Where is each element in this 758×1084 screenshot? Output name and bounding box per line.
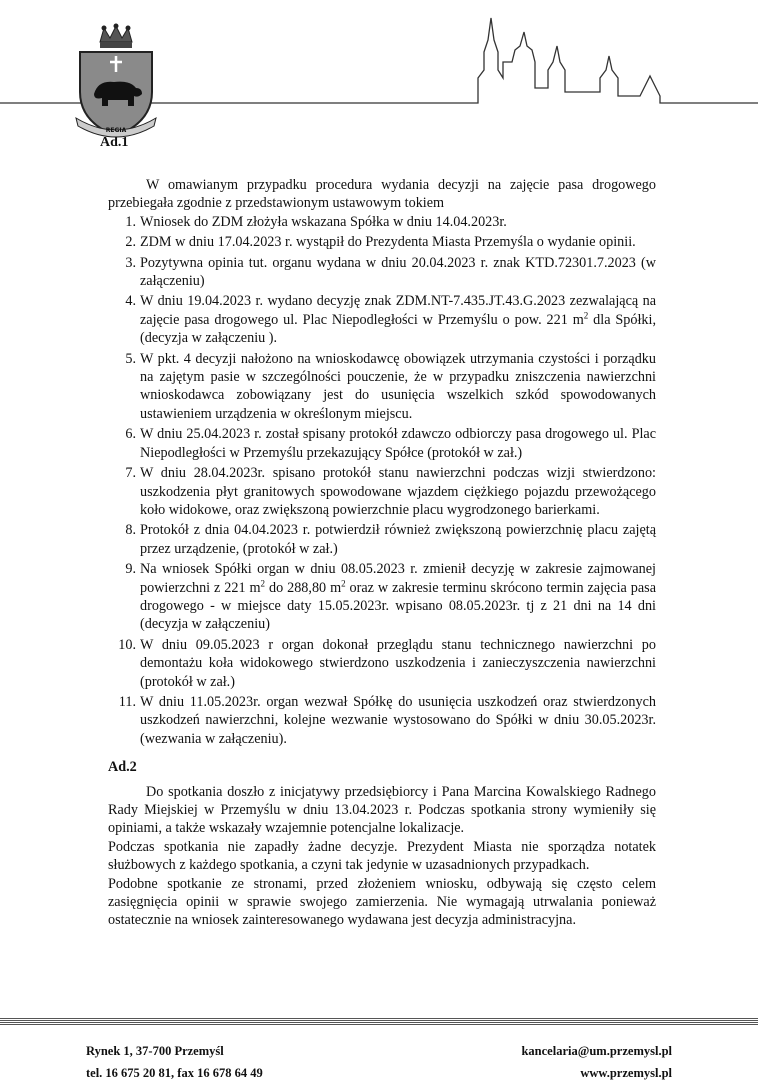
footer-contact-left: [86, 1040, 263, 1084]
footer-contact-right: [521, 1040, 672, 1084]
letterhead: [0, 0, 758, 160]
section-1-title: Ad.1: [100, 135, 129, 150]
letter-body: [108, 176, 656, 930]
list-item: 1. Wniosek do ZDM złożyła wskazana Spółka w dniu 14.04.2023r.: [125, 213, 507, 230]
list-item: 11. W dniu 11.05.2023r. organ wezwał Spółkę do usunięcia uszkodzeń oraz stwierdzonych uszkodzeń nawierzchni, kolejne wezwanie wystosowano do Spółki w dniu 30.05.2023r. (wezwania w załączeniu).: [118, 693, 656, 747]
section-2-title: Ad.2: [108, 759, 137, 776]
intro-paragraph: W omawianym przypadku procedura wydania decyzji na zajęcie pasa drogowego przebiegała zgodnie z przedstawionym ustawowym tokiem: [108, 177, 656, 212]
footer-website: www.przemysl.pl: [580, 1066, 672, 1080]
city-crest-icon: [72, 22, 160, 142]
section-2-paragraph-3: Podobne spotkanie ze stronami, przed złożeniem wniosku, odbywają się często celem zasięgnięcia opinii w sprawie swojego zamierzenia. Nie wymagają utrwalania ponieważ ostatecznie na wniosek zainteresowanego wydawana jest decyzja administracyjna.: [108, 875, 656, 929]
svg-text:REGIA: REGIA: [105, 127, 127, 134]
footer-address: Rynek 1, 37-700 Przemyśl: [86, 1044, 224, 1058]
list-item: 4. W dniu 19.04.2023 r. wydano decyzję znak ZDM.NT-7.435.JT.43.G.2023 zezwalającą na zajęcie pasa drogowego ul. Plac Niepodległości w Przemyślu o pow. 221 $m^2$ dla Spółki, (decyzja w załączeniu ).: [125, 293, 657, 347]
list-item: 3. Pozytywna opinia tut. organu wydana w dniu 20.04.2023 r. znak KTD.72301.7.2023 (w załączeniu): [125, 254, 656, 290]
footer-divider: [0, 1018, 758, 1026]
list-item: 9. Na wniosek Spółki organ w dniu 08.05.2023 r. zmienił decyzję w zakresie zajmowanej powierzchni z 221 $m^2$ do 288,80 $m^2$ oraz w zakresie terminu skrócono termin zajęcia pasa drogowego - w miejsce daty 15.05.2023r. wpisano 08.05.2023r. tj z 21 dni na 14 dni (decyzja w załączeniu): [125, 561, 656, 633]
section-2-paragraph-1: Do spotkania doszło z inicjatywy przedsiębiorcy i Pana Marcina Kowalskiego Radnego Rady Miejskiej w Przemyślu w dniu 13.04.2023 r. Podczas spotkania strony wymieniły się opiniami, a także wskazały wzajemnie potencjalne lokalizacje.: [108, 783, 656, 837]
section-2-paragraph-2: Podczas spotkania nie zapadły żadne decyzje. Prezydent Miasta nie sporządza notatek służbowych z każdego spotkania, a czyni tak jedynie w uzasadnionych przypadkach.: [108, 838, 656, 874]
list-item: 7. W dniu 28.04.2023r. spisano protokół stanu nawierzchni podczas wizji stwierdzono: uszkodzenia płyt granitowych spowodowane wjazdem ciężkiego pojazdu przewożącego koło widokowe, oraz zwiększoną powierzchnie placu wygrodzonego barierkami.: [125, 465, 656, 518]
procedure-list: [108, 213, 656, 748]
list-item: 2. ZDM w dniu 17.04.2023 r. wystąpił do Prezydenta Miasta Przemyśla o wydanie opinii.: [125, 234, 636, 251]
footer-phone: tel. 16 675 20 81, fax 16 678 64 49: [86, 1066, 263, 1080]
list-item: 6. W dniu 25.04.2023 r. został spisany protokół zdawczo odbiorczy pasa drogowego ul. Plac Niepodległości w Przemyślu przekazujący Spółce (protokół w zał.): [125, 426, 656, 461]
list-item: 10. W dniu 09.05.2023 r organ dokonał przeglądu stanu technicznego nawierzchni po demontażu koła widokowego stwierdzono uszkodzenia i zanieczyszczenia nawierzchni (protokół w zał.): [118, 636, 656, 690]
footer-email: kancelaria@um.przemysl.pl: [521, 1044, 672, 1058]
list-item: 8. Protokół z dnia 04.04.2023 r. potwierdził również zwiększoną powierzchnię placu zajętą przez urządzenie, (protokół w zał.): [125, 522, 656, 557]
list-item: 5. W pkt. 4 decyzji nałożono na wnioskodawcę obowiązek utrzymania czystości i porządku na zajętym pasie w szczególności pouczenie, że w przypadku zniszczenia nawierzchni wnioskodawca zobowiązany jest do usunięcia wszelkich szkód spowodowanych ustawieniem urządzenia w określonym miejscu.: [125, 350, 656, 422]
